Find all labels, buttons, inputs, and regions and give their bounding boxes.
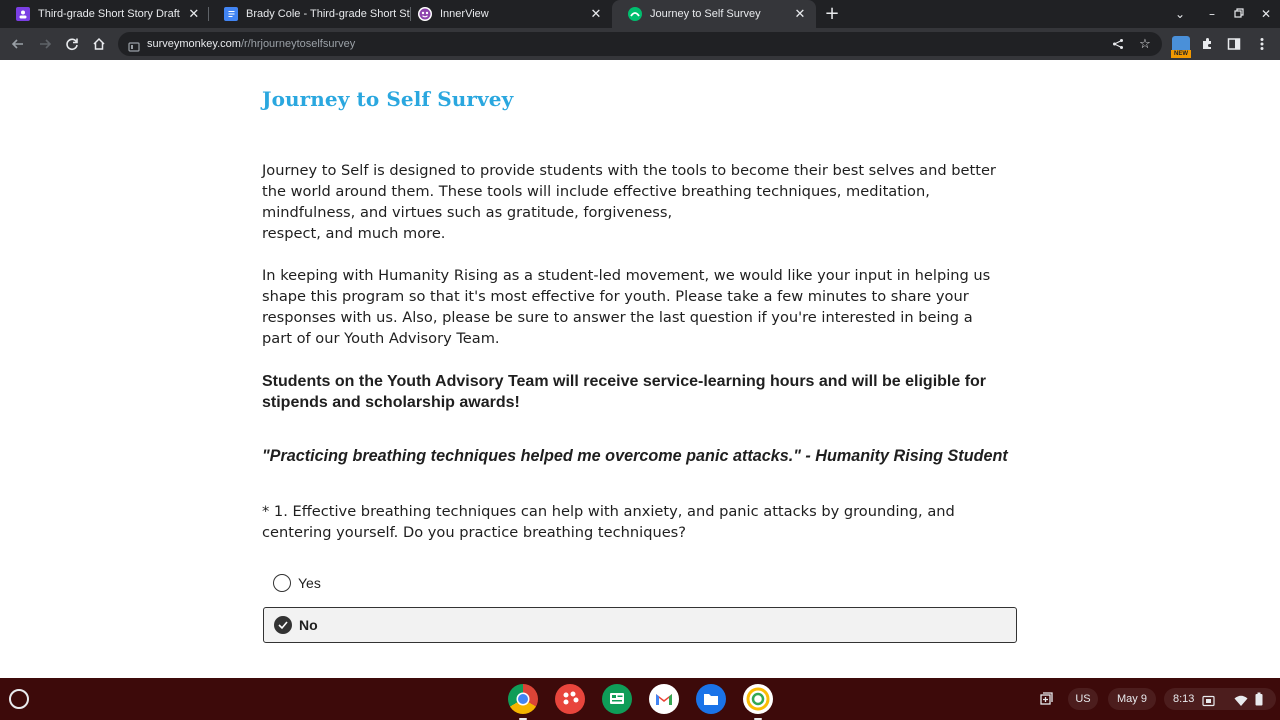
back-arrow-icon[interactable] (7, 33, 29, 55)
url-text (147, 32, 355, 56)
bookmark-star-icon[interactable]: ☆ (1139, 36, 1151, 52)
side-panel-icon[interactable] (1223, 33, 1245, 55)
radio-unchecked-icon[interactable] (273, 574, 291, 592)
gmail-app-icon[interactable] (649, 684, 679, 714)
classroom-app-icon[interactable] (602, 684, 632, 714)
intro-line: mindfulness, and virtues such as gratitude, forgiveness, (262, 204, 673, 221)
extensions-puzzle-icon[interactable] (1196, 33, 1218, 55)
new-extension-icon[interactable] (1172, 36, 1190, 57)
palette-app-icon[interactable] (555, 684, 585, 714)
question-line: centering yourself. Do you practice breathing techniques? (262, 524, 687, 541)
close-icon[interactable]: ✕ (794, 6, 806, 21)
chevron-down-icon[interactable]: ⌄ (1174, 7, 1186, 21)
tab-title: Journey to Self Survey (650, 8, 761, 20)
site-info-icon[interactable] (128, 38, 140, 50)
reload-icon[interactable] (61, 33, 83, 55)
browser-toolbar (0, 28, 1280, 60)
url-path: /r/hrjourneytoselfsurvey (240, 38, 356, 50)
chrome-app-icon[interactable] (508, 684, 538, 714)
question-line: * 1. Effective breathing techniques can help with anxiety, and panic attacks by grounding, and (262, 503, 955, 520)
input-paragraph (262, 265, 1022, 349)
tab-brady-cole-doc[interactable] (208, 0, 410, 28)
close-icon[interactable]: ✕ (188, 6, 200, 21)
question-1-text (262, 501, 1022, 543)
tab-title: Third-grade Short Story Draft (38, 8, 180, 20)
survey-title: Journey to Self Survey (262, 87, 514, 111)
innerview-icon (418, 7, 432, 21)
new-badge-icon: NEW (1171, 50, 1191, 58)
option-no[interactable] (263, 607, 1017, 643)
survey-page (0, 60, 1280, 678)
tab-title: InnerView (440, 8, 489, 20)
screen-capture-icon (1202, 693, 1215, 715)
clock-time: 8:13 (1173, 693, 1195, 705)
close-window-icon[interactable]: ✕ (1260, 7, 1272, 21)
home-icon[interactable] (88, 33, 110, 55)
status-tray[interactable] (1164, 688, 1276, 710)
battery-icon (1255, 692, 1263, 714)
option-yes[interactable] (263, 565, 1017, 601)
advisory-line: Students on the Youth Advisory Team will receive service-learning hours and will be eligible for (262, 373, 987, 390)
intro-paragraph (262, 160, 1022, 244)
restore-icon[interactable] (1229, 4, 1249, 24)
option-label: No (299, 617, 318, 633)
input-line: responses with us. Also, please be sure to answer the last question if you're interested in being a (262, 309, 973, 326)
tab-journey-survey[interactable] (612, 0, 816, 28)
radio-checked-icon[interactable] (274, 616, 292, 634)
intro-line: the world around them. These tools will include effective breathing techniques, meditation, (262, 183, 930, 200)
chromeos-shelf (0, 678, 1280, 720)
intro-line: Journey to Self is designed to provide students with the tools to become their best selves and better (262, 162, 996, 179)
share-icon[interactable] (1108, 34, 1128, 54)
student-quote (262, 446, 1022, 467)
more-menu-icon[interactable] (1251, 33, 1273, 55)
date-indicator[interactable]: May 9 (1108, 688, 1156, 710)
tab-innerview[interactable] (402, 0, 612, 28)
input-line: In keeping with Humanity Rising as a student-led movement, we would like your input in helping us (262, 267, 991, 284)
tab-story-draft[interactable] (0, 0, 208, 28)
launcher-icon[interactable] (9, 689, 29, 709)
option-label: Yes (298, 575, 321, 591)
input-line: part of our Youth Advisory Team. (262, 330, 500, 347)
story-app-icon (16, 7, 30, 21)
wifi-icon (1234, 693, 1248, 715)
docs-icon (224, 7, 238, 21)
advisory-team-note (262, 371, 1022, 413)
tote-icon[interactable] (1033, 688, 1059, 710)
new-tab-button[interactable]: + (824, 3, 840, 24)
forward-arrow-icon[interactable] (34, 33, 56, 55)
files-app-icon[interactable] (696, 684, 726, 714)
input-line: shape this program so that it's most effective for youth. Please take a few minutes to share your (262, 288, 969, 305)
timer-app-icon[interactable] (743, 684, 773, 714)
address-bar[interactable] (118, 32, 1162, 56)
intro-line: respect, and much more. (262, 225, 446, 242)
advisory-line: stipends and scholarship awards! (262, 394, 520, 411)
url-domain: surveymonkey.com (147, 38, 241, 50)
keyboard-layout-indicator[interactable]: US (1068, 688, 1098, 710)
quote-text: "Practicing breathing techniques helped me overcome panic attacks." - Humanity Rising Student (262, 447, 1008, 465)
tab-title: Brady Cole - Third-grade Short St (246, 8, 410, 20)
surveymonkey-icon (628, 7, 642, 21)
close-icon[interactable]: ✕ (590, 6, 602, 21)
minimize-icon[interactable]: – (1209, 7, 1215, 21)
tab-strip (0, 0, 1280, 28)
